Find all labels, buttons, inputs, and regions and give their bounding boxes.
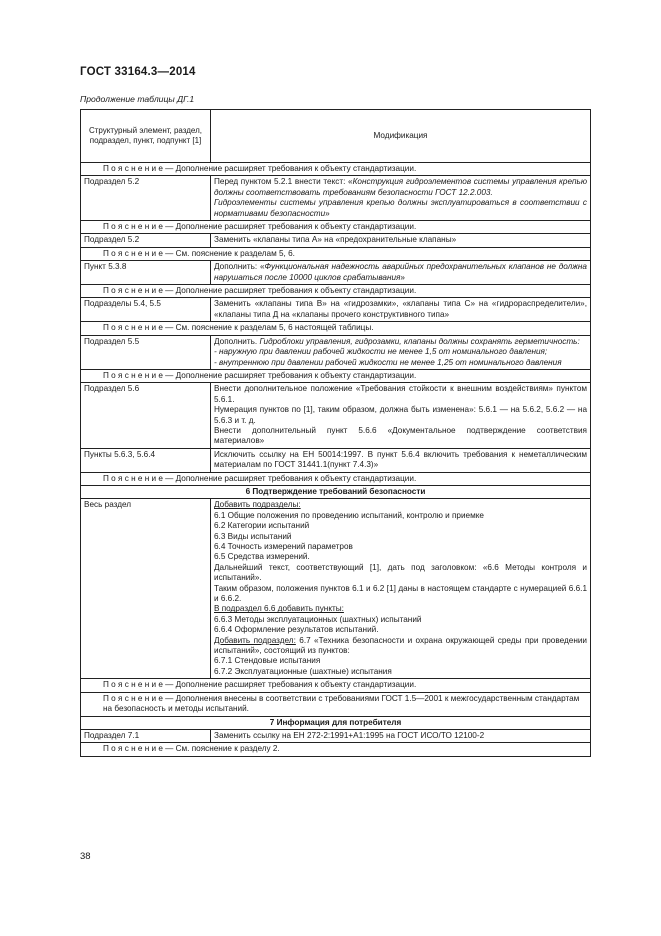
document-title: ГОСТ 33164.3—2014: [80, 66, 196, 78]
column-header-modification: Модификация: [211, 110, 591, 163]
table-header-row: [81, 110, 591, 163]
note-text: П о я с н е н и е — Дополнение расширяет требования к объекту стандартизации.: [81, 163, 591, 176]
note-row: [81, 743, 591, 756]
section-heading: 7 Информация для потребителя: [81, 716, 591, 729]
note-text: П о я с н е н и е — Дополнение расширяет требования к объекту стандартизации.: [81, 472, 591, 485]
note-text: П о я с н е н и е — Дополнение расширяет требования к объекту стандартизации.: [81, 221, 591, 234]
note-text: П о я с н е н и е — Дополнение расширяет требования к объекту стандартизации.: [81, 285, 591, 298]
row-element: Подраздел 5.2: [81, 234, 211, 247]
row-modification: Внести дополнительное положение «Требования стойкости к внешним воздействиям» пунктом 5.6.1. Нумерация пунктов по [1], таким образом, должна быть изменена»: 5.6.1 — на 5.6.2, 5.6.2 — на 5.6.3 и т. д. Внести дополнительный пункт 5.6.6 «Документальное подтверждение соответствия материалов»: [211, 383, 591, 448]
note-row: [81, 692, 591, 716]
table-row: [81, 383, 591, 448]
row-modification: Заменить ссылку на ЕН 272-2:1991+А1:1995 на ГОСТ ИСО/ТО 12100-2: [211, 729, 591, 742]
column-header-element: Структурный элемент, раздел, подраздел, пункт, подпункт [1]: [81, 110, 211, 163]
row-modification: Заменить «клапаны типа В» на «гидрозамки», «клапаны типа С» на «гидрораспределители», «клапаны типа Д на «клапаны прочего конструктивного типа»: [211, 298, 591, 322]
note-row: [81, 221, 591, 234]
section-heading: 6 Подтверждение требований безопасности: [81, 485, 591, 498]
row-element: Пункты 5.6.3, 5.6.4: [81, 448, 211, 472]
row-element: Подразделы 5.4, 5.5: [81, 298, 211, 322]
note-text: П о я с н е н и е — См. пояснение к разделам 5, 6.: [81, 247, 591, 260]
table-row: [81, 448, 591, 472]
note-text: П о я с н е н и е — См. пояснение к разделам 5, 6 настоящей таблицы.: [81, 322, 591, 335]
row-element: Подраздел 7.1: [81, 729, 211, 742]
row-modification: Дополнить: «Функциональная надежность аварийных предохранительных клапанов не должна нарушаться после 10000 циклов срабатывания»: [211, 261, 591, 285]
row-element: Подраздел 5.6: [81, 383, 211, 448]
note-row: [81, 679, 591, 692]
note-row: [81, 369, 591, 382]
row-element: Весь раздел: [81, 499, 211, 679]
table-row: [81, 298, 591, 322]
note-text: П о я с н е н и е — Дополнение расширяет требования к объекту стандартизации.: [81, 679, 591, 692]
section-heading-row: [81, 716, 591, 729]
table-row: [81, 729, 591, 742]
note-text: П о я с н е н и е — Дополнение расширяет требования к объекту стандартизации.: [81, 369, 591, 382]
row-modification: Добавить подразделы: 6.1 Общие положения по проведению испытаний, контролю и приемке 6.2 Категории испытаний 6.3 Виды испытаний 6.4 Точность измерений параметров 6.5 Средства измерений. Дальнейший текст, соответствующий [1], дать под заголовком: «6.6 Методы контроля и испытаний». Таким образом, положения пунктов 6.1 и 6.2 [1] даны в настоящем стандарте с нумерацией 6.6.1 и 6.6.2. В подраздел 6.6 добавить пункты: 6.6.3 Методы эксплуатационных (шахтных) испытаний 6.6.4 Оформление результатов испытаний. Добавить подраздел: 6.7 «Техника безопасности и охрана окружающей среды при проведении испытаний», состоящий из пунктов: 6.7.1 Стендовые испытания 6.7.2 Эксплуатационные (шахтные) испытания: [211, 499, 591, 679]
table-row: [81, 234, 591, 247]
row-element: Пункт 5.3.8: [81, 261, 211, 285]
note-row: [81, 247, 591, 260]
note-text: П о я с н е н и е — Дополнения внесены в соответствии с требованиями ГОСТ 1.5—2001 к межгосударственным стандартам на безопасность и методы испытаний.: [81, 692, 591, 716]
row-element: Подраздел 5.5: [81, 335, 211, 369]
table-row: [81, 335, 591, 369]
note-row: [81, 285, 591, 298]
note-text: П о я с н е н и е — См. пояснение к разделу 2.: [81, 743, 591, 756]
table-row: [81, 499, 591, 679]
row-modification: Заменить «клапаны типа А» на «предохранительные клапаны»: [211, 234, 591, 247]
page-number: 38: [80, 851, 91, 862]
row-modification: Перед пунктом 5.2.1 внести текст: «Конструкция гидроэлементов системы управления крепью должны соответствовать требованиям безопасности ГОСТ 12.2.003. Гидроэлементы системы управления крепью должны эксплуатироваться в соответствии с нормативами безопасности»: [211, 176, 591, 221]
note-row: [81, 322, 591, 335]
row-modification: Исключить ссылку на ЕН 50014:1997. В пункт 5.6.4 включить требования к неметаллическим материалам по ГОСТ 31441.1(пункт 7.4.3)»: [211, 448, 591, 472]
section-heading-row: [81, 485, 591, 498]
note-row: [81, 472, 591, 485]
row-element: Подраздел 5.2: [81, 176, 211, 221]
note-row: [81, 163, 591, 176]
table-row: [81, 261, 591, 285]
modification-table: [80, 109, 591, 757]
row-modification: Дополнить. Гидроблоки управления, гидрозамки, клапаны должны сохранять герметичность: - наружную при давлении рабочей жидкости не менее 1,5 от номинального давления; - внутреннюю при давлении рабочей жидкости не менее 1,25 от номинального давления: [211, 335, 591, 369]
table-continuation-caption: Продолжение таблицы ДГ.1: [80, 94, 195, 104]
table-row: [81, 176, 591, 221]
